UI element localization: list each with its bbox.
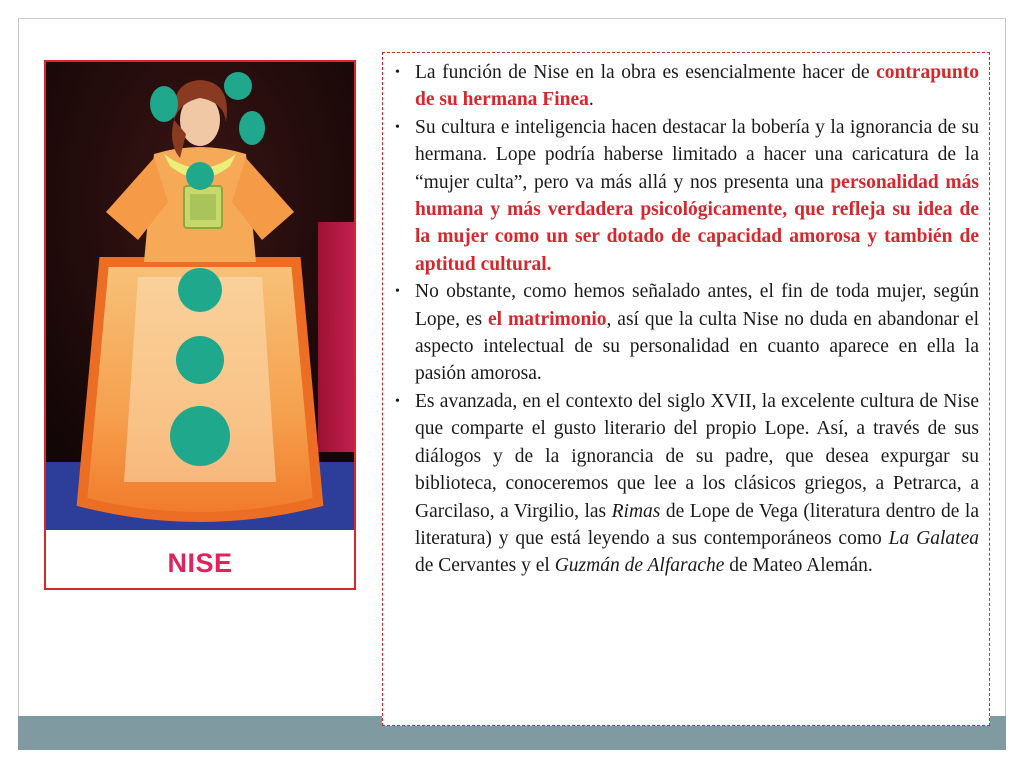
- button-dot-3: [176, 336, 224, 384]
- italic-title: La Galatea: [888, 527, 979, 549]
- bullet-item: [391, 59, 979, 114]
- right-headpiece-top: [224, 72, 252, 100]
- book-detail: [190, 194, 216, 220]
- italic-title: Guzmán de Alfarache: [554, 555, 725, 577]
- left-headpiece: [150, 86, 178, 122]
- bullet-text: La función de Nise en la obra es esencialmente hacer de: [415, 62, 877, 83]
- bullet-item: [391, 278, 979, 388]
- italic-title: Rimas: [611, 500, 661, 522]
- right-headpiece-bottom: [239, 111, 265, 145]
- bullet-text: Es avanzada, en el contexto del siglo XVII, la excelente cultura de Nise que comparte el gusto literario del propio Lope. Así, a través de sus diálogos y de la ignorancia de su padre, que desea expurgar su biblioteca, conoceremos que lee a los clásicos griegos, a Petrarca, a Garcilaso, a Virgilio, las: [415, 390, 979, 522]
- nise-photo-card: [44, 60, 356, 590]
- highlighted-text: personalidad más humana y más verdadera psicológicamente, que refleja su idea de la mujer como un ser dotado de capacidad amorosa y también de aptitud cultural.: [415, 171, 979, 275]
- button-dot-2: [178, 268, 222, 312]
- nise-costume-photo: [46, 62, 354, 530]
- bullet-dot-icon: •: [395, 393, 400, 409]
- text-box: [382, 52, 990, 726]
- bullet-text: de Mateo Alemán.: [724, 555, 873, 577]
- stage-side-panel: [318, 222, 354, 452]
- bullet-text: .: [588, 89, 594, 111]
- bullet-dot-icon: •: [395, 65, 400, 80]
- bullet-text: , así que la culta Nise no duda en abandonar el aspecto intelectual de su personalidad en cuanto aparece en ella la pasión amorosa.: [415, 308, 980, 385]
- bullet-dot-icon: •: [395, 119, 400, 135]
- highlighted-text: el matrimonio: [487, 308, 607, 330]
- button-dot-1: [186, 162, 214, 190]
- photo-caption: NISE: [167, 548, 233, 578]
- bullet-item: [391, 388, 979, 580]
- highlighted-text: contrapunto de su hermana Finea: [415, 62, 979, 111]
- button-dot-4: [170, 406, 230, 466]
- bullet-item: [391, 114, 979, 278]
- bullet-list: [391, 59, 979, 580]
- bullet-dot-icon: •: [395, 284, 400, 300]
- bullet-text: de Cervantes y el: [415, 555, 555, 577]
- bullet-text: No obstante, como hemos señalado antes, el fin de toda mujer, según Lope, es: [415, 281, 979, 330]
- bullet-text: Su cultura e inteligencia hacen destacar la bobería y la ignorancia de su hermana. Lope podría haberse limitado a hacer una caricatura de la “mujer culta”, pero va más allá y nos presenta una: [415, 116, 979, 193]
- bullet-text: de Lope de Vega (literatura dentro de la literatura) y que está leyendo a sus contemporáneos como: [415, 500, 980, 549]
